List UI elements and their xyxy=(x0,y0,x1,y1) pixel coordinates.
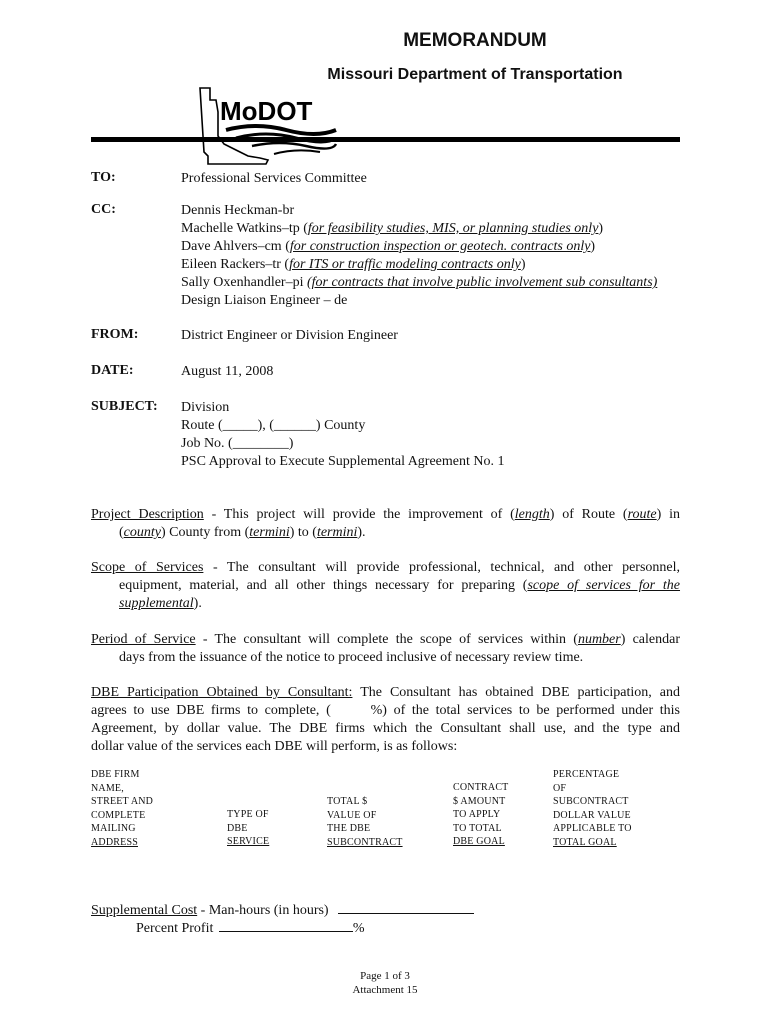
cc-line: Dennis Heckman-br xyxy=(181,203,295,218)
cc-line: Sally Oxenhandler–pi (for contracts that involve public involvement sub consultants) xyxy=(181,275,658,290)
memo-title: MEMORANDUM xyxy=(403,30,547,51)
modot-logo xyxy=(196,86,341,166)
date-label: DATE: xyxy=(91,363,134,378)
attachment-label: Attachment 15 xyxy=(352,984,418,996)
dbe-col-goal: CONTRACT $ AMOUNT TO APPLY TO TOTAL DBE GOAL xyxy=(453,782,509,847)
to-label: TO: xyxy=(91,170,116,185)
scope-heading: Scope of Services xyxy=(91,560,204,575)
subject-line: Division xyxy=(181,400,230,415)
percent-profit: Percent Profit % xyxy=(136,918,365,938)
cc-label: CC: xyxy=(91,202,116,217)
scope-of-services: Scope of Services - The consultant will provide professional, technical, and other personnel, equipment, material, and all other things necessary for preparing (scope of services for the supplemental). xyxy=(91,560,681,611)
date-value: August 11, 2008 xyxy=(181,364,274,379)
modot-logo-text: MoDOT xyxy=(220,96,313,126)
period-heading: Period of Service xyxy=(91,632,196,647)
cc-list xyxy=(181,202,657,310)
page-footer xyxy=(0,969,770,997)
memo-subtitle: Missouri Department of Transportation xyxy=(327,66,623,83)
from-label: FROM: xyxy=(91,327,139,342)
period-of-service: Period of Service - The consultant will complete the scope of services within (number) calendar days from the issuance of the notice to proceed inclusive of necessary review time. xyxy=(91,632,680,665)
subject-label: SUBJECT: xyxy=(91,399,158,414)
header-rule xyxy=(91,137,680,142)
cc-line: Machelle Watkins–tp (for feasibility studies, MIS, or planning studies only) xyxy=(181,221,604,236)
to-value: Professional Services Committee xyxy=(181,171,367,186)
dbe-col-address: DBE FIRM NAME, STREET AND COMPLETE MAILING ADDRESS xyxy=(91,769,154,848)
subject-line: Route (_____), (______) County xyxy=(181,418,366,433)
from-value: District Engineer or Division Engineer xyxy=(181,328,398,343)
subject-line: Job No. (________) xyxy=(181,436,294,451)
manhours-blank[interactable] xyxy=(338,900,474,914)
cc-line: Dave Ahlvers–cm (for construction inspection or geotech. contracts only) xyxy=(181,239,596,254)
dbe-col-percentage: PERCENTAGE OF SUBCONTRACT DOLLAR VALUE APPLICABLE TO TOTAL GOAL xyxy=(553,769,632,848)
cc-line: Eileen Rackers–tr (for ITS or traffic modeling contracts only) xyxy=(181,257,526,272)
subject-lines xyxy=(181,399,505,471)
dbe-participation: DBE Participation Obtained by Consultant: The Consultant has obtained DBE participation, and agrees to use DBE firms to complete, ( %) of the total services to be performed under this Agreement, by dollar value. The DBE firms which the Consultant shall use, and the type and dollar value of the services each DBE will perform, is as follows: xyxy=(91,685,680,754)
cc-line: Design Liaison Engineer – de xyxy=(181,293,348,308)
project-description: Project Description - This project will provide the improvement of (length) of Route (route) in (county) County from (termini) to (termini). xyxy=(91,507,680,540)
subject-line: PSC Approval to Execute Supplemental Agreement No. 1 xyxy=(181,454,505,469)
dbe-col-service: TYPE OF DBE SERVICE xyxy=(227,809,270,847)
profit-blank[interactable] xyxy=(219,918,353,932)
project-description-heading: Project Description xyxy=(91,507,204,522)
supplemental-cost: Supplemental Cost - Man-hours (in hours) xyxy=(91,900,474,920)
dbe-heading: DBE Participation Obtained by Consultant: xyxy=(91,685,353,700)
page-number: Page 1 of 3 xyxy=(360,970,410,982)
supplemental-cost-heading: Supplemental Cost xyxy=(91,903,198,918)
dbe-col-subcontract: TOTAL $ VALUE OF THE DBE SUBCONTRACT xyxy=(327,796,403,848)
